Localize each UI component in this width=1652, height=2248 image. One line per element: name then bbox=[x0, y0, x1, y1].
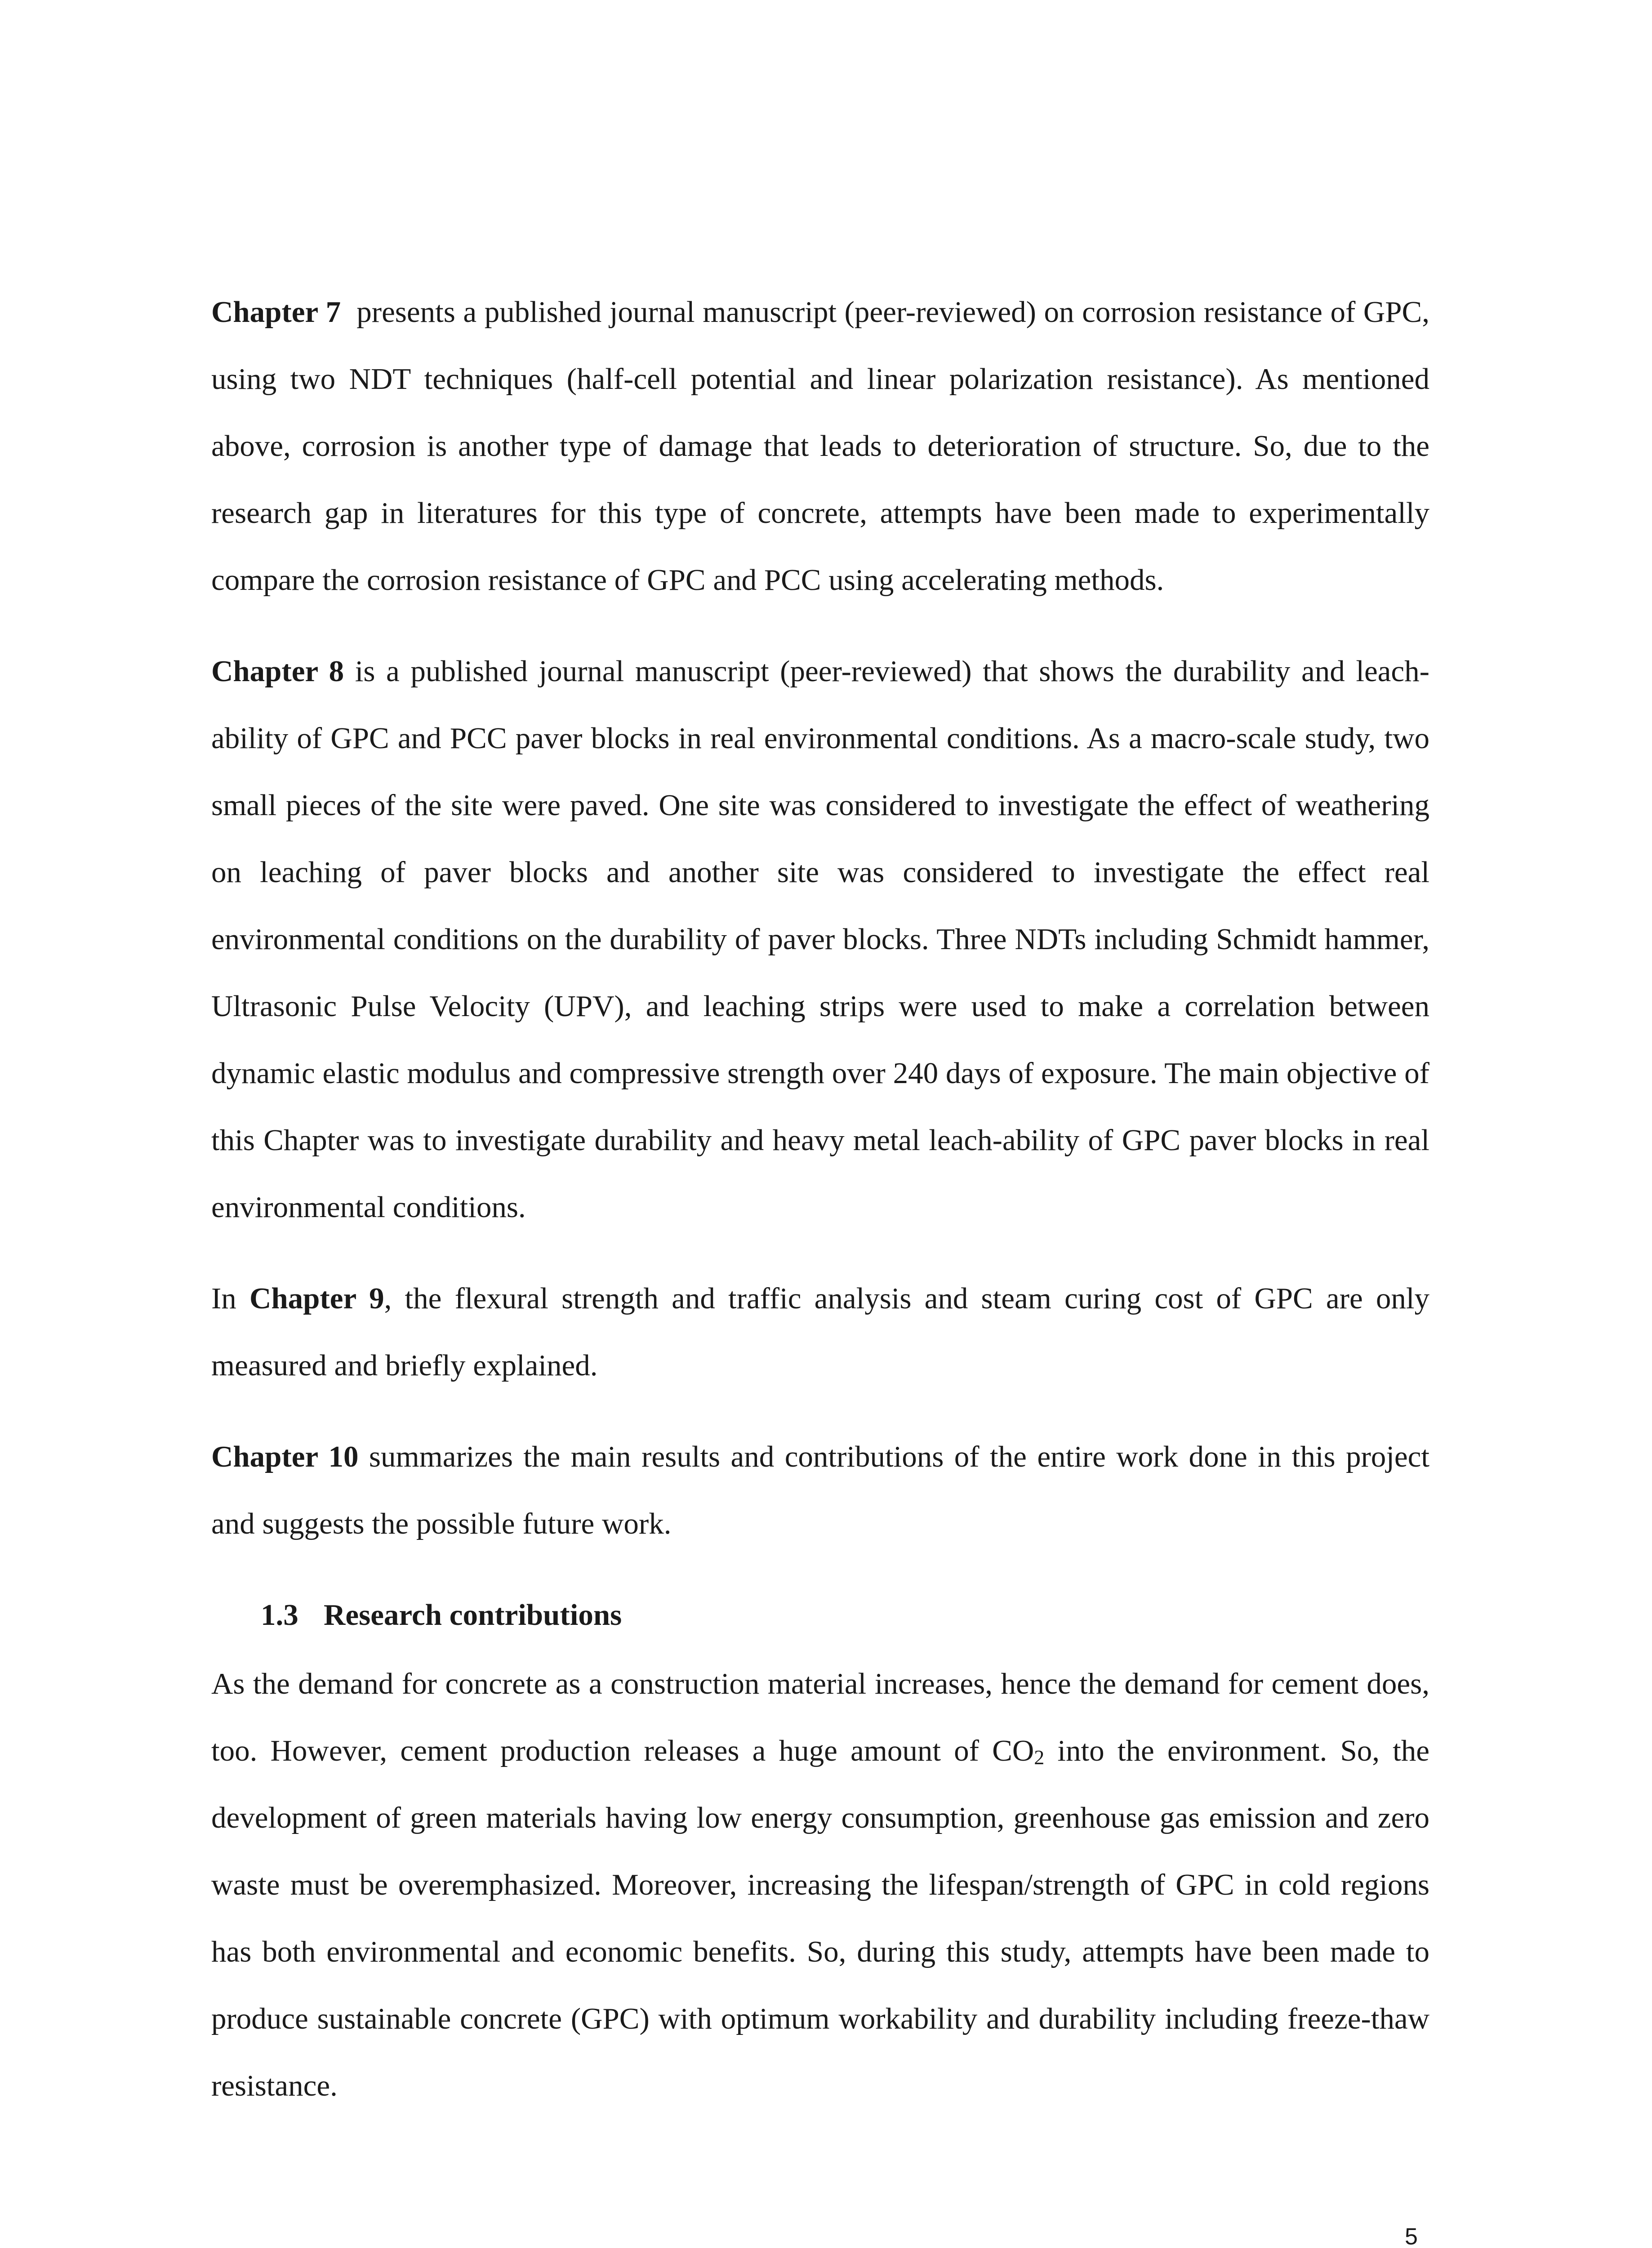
chapter-10-label: Chapter 10 bbox=[211, 1440, 359, 1473]
chapter-9-text: , the flexural strength and traffic analysis and steam curing cost of GPC are only measured and briefly explained. bbox=[211, 1282, 1429, 1382]
chapter-9-label: Chapter 9 bbox=[249, 1282, 384, 1315]
section-title: Research contributions bbox=[324, 1598, 622, 1632]
contributions-text-1: As the demand for concrete as a construction material increases, hence the demand for cement does, too. However, cement production releases a huge amount of CO bbox=[211, 1667, 1429, 1767]
chapter-7-label: Chapter 7 bbox=[211, 295, 341, 329]
page-number: 5 bbox=[1405, 2224, 1418, 2248]
page-body bbox=[211, 279, 1437, 2144]
chapter-8-label: Chapter 8 bbox=[211, 655, 344, 688]
section-number: 1.3 bbox=[261, 1598, 298, 1632]
contributions-text-2: into the environment. So, the development of green materials having low energy consumption, greenhouse gas emission and zero waste must be overemphasized. Moreover, increasing the lifespan/strength of GPC in cold regions has both environmental and economic benefits. So, during this study, attempts have been made to produce sustainable concrete (GPC) with optimum workability and durability including freeze-thaw resistance. bbox=[211, 1734, 1429, 2102]
section-heading bbox=[261, 1582, 1429, 1649]
chapter-10-text: summarizes the main results and contributions of the entire work done in this project and suggests the possible future work. bbox=[211, 1440, 1429, 1540]
chapter-8-text: is a published journal manuscript (peer-reviewed) that shows the durability and leach-ability of GPC and PCC paver blocks in real environmental conditions. As a macro-scale study, two small pieces of the site were paved. One site was considered to investigate the effect of weathering on leaching of paver blocks and another site was considered to investigate the effect real environmental conditions on the durability of paver blocks. Three NDTs including Schmidt hammer, Ultrasonic Pulse Velocity (UPV), and leaching strips were used to make a correlation between dynamic elastic modulus and compressive strength over 240 days of exposure. The main objective of this Chapter was to investigate durability and heavy metal leach-ability of GPC paver blocks in real environmental conditions. bbox=[211, 655, 1429, 1224]
chapter-7-text: presents a published journal manuscript (peer-reviewed) on corrosion resistance of GPC, using two NDT techniques (half-cell potential and linear polarization resistance). As mentioned above, corrosion is another type of damage that leads to deterioration of structure. So, due to the research gap in literatures for this type of concrete, attempts have been made to experimentally compare the corrosion resistance of GPC and PCC using accelerating methods. bbox=[211, 295, 1437, 597]
paragraph-contributions bbox=[211, 1650, 1429, 2119]
chapter-9-prefix: In bbox=[211, 1282, 249, 1315]
paragraph-chapter-7 bbox=[211, 279, 1437, 614]
paragraph-chapter-9 bbox=[211, 1265, 1429, 1399]
paragraph-chapter-8 bbox=[211, 638, 1429, 1241]
paragraph-chapter-10 bbox=[211, 1423, 1429, 1557]
co2-subscript: 2 bbox=[1034, 1746, 1045, 1769]
